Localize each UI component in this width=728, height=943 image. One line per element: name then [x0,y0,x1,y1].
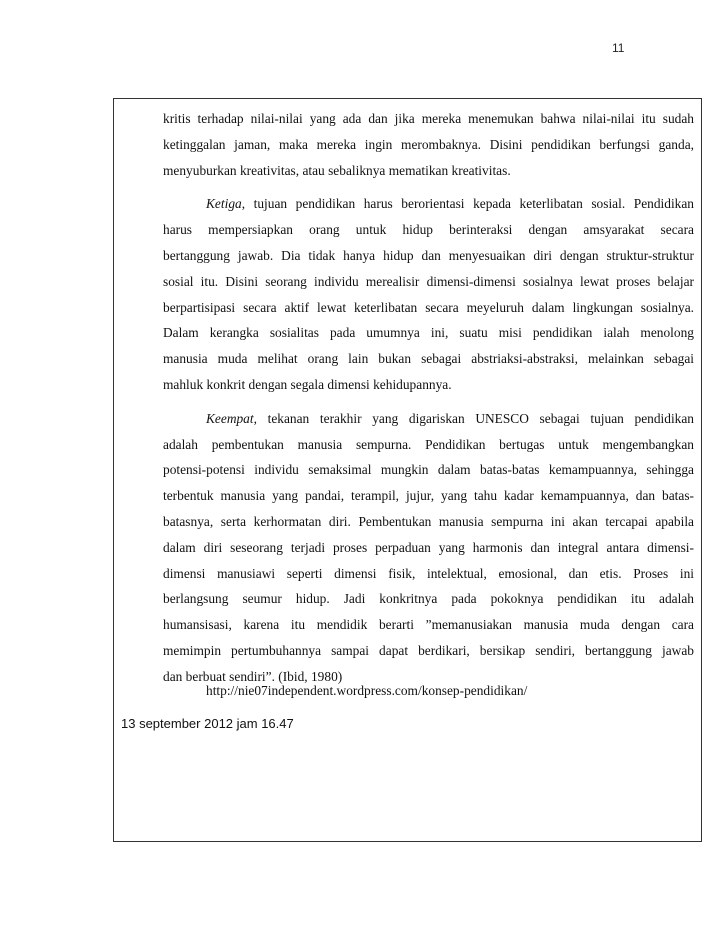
text-line: dimensi manusiawi seperti dimensi fisik, intelektual, emosional, dan etis. Proses ini [163,565,694,581]
access-date: 13 september 2012 jam 16.47 [121,716,294,731]
text-line: adalah pembentukan manusia sempurna. Pendidikan bertugas untuk mengembangkan [163,436,694,452]
text-line: potensi-potensi individu semaksimal mungkin dalam batas-batas kemampuannya, sehingga [163,462,694,478]
text-line: bertanggung jawab. Dia tidak hanya hidup dan menyesuaikan diri dengan struktur-struktur [163,247,694,263]
paragraph-1 [163,106,694,183]
text-line: ketinggalan jaman, maka mereka ingin merombaknya. Disini pendidikan berfungsi ganda, [163,136,694,152]
text-line: memimpin pertumbuhannya sampai dapat berdikari, bersikap sendiri, bertanggung jawab [163,642,694,658]
body-text [163,106,694,690]
text-line: humansisasi, karena itu mendidik berarti ”memanusiakan manusia muda dengan cara [163,617,694,633]
paragraph-3 [163,406,694,690]
emphasis-keempat: Keempat [206,410,254,426]
text-line: menyuburkan kreativitas, atau sebaliknya mematikan kreativitas. [163,162,511,178]
text-line: manusia muda melihat orang lain bukan sebagai abstriaksi-abstraksi, melainkan sebagai [163,351,694,367]
text-line: kritis terhadap nilai-nilai yang ada dan jika mereka menemukan bahwa nilai-nilai itu sudah [163,111,694,126]
text-run: , tujuan pendidikan harus berorientasi kepada keterlibatan sosial. Pendidikan [241,196,694,212]
text-line: harus mempersiapkan orang untuk hidup berinteraksi dengan amsyarakat secara [163,222,694,238]
emphasis-ketiga: Ketiga [206,196,242,212]
text-line: dalam diri seseorang terjadi proses perpaduan yang harmonis dan integral antara dimensi- [163,539,694,555]
text-line: dan berbuat sendiri”. (Ibid, 1980) [163,668,343,684]
text-line [163,191,694,217]
text-run: , tekanan terakhir yang digariskan UNESCO sebagai tujuan pendidikan [253,410,694,426]
text-line: terbentuk manusia yang pandai, terampil, jujur, yang tahu kadar kemampuannya, dan batas- [163,488,694,504]
paragraph-2 [163,191,694,397]
text-line: berpartisipasi secara aktif lewat keterlibatan secara meyeluruh dalam lingkungan sosialnya. [163,299,694,315]
text-line: sosial itu. Disini seorang individu merealisir dimensi-dimensi sosialnya lewat proses belajar [163,273,694,289]
text-line [163,406,694,432]
text-line: batasnya, serta kerhormatan diri. Pembentukan manusia sempurna ini akan tercapai apabila [163,513,694,529]
text-line: Dalam kerangka sosialitas pada umumnya ini, suatu misi pendidikan ialah menolong [163,325,694,341]
source-url: http://nie07independent.wordpress.com/konsep-pendidikan/ [206,683,528,698]
text-line: berlangsung seumur hidup. Jadi konkritnya pada pokoknya pendidikan itu adalah [163,591,694,607]
page-number: 11 [612,41,625,55]
text-line: mahluk konkrit dengan segala dimensi kehidupannya. [163,376,452,392]
